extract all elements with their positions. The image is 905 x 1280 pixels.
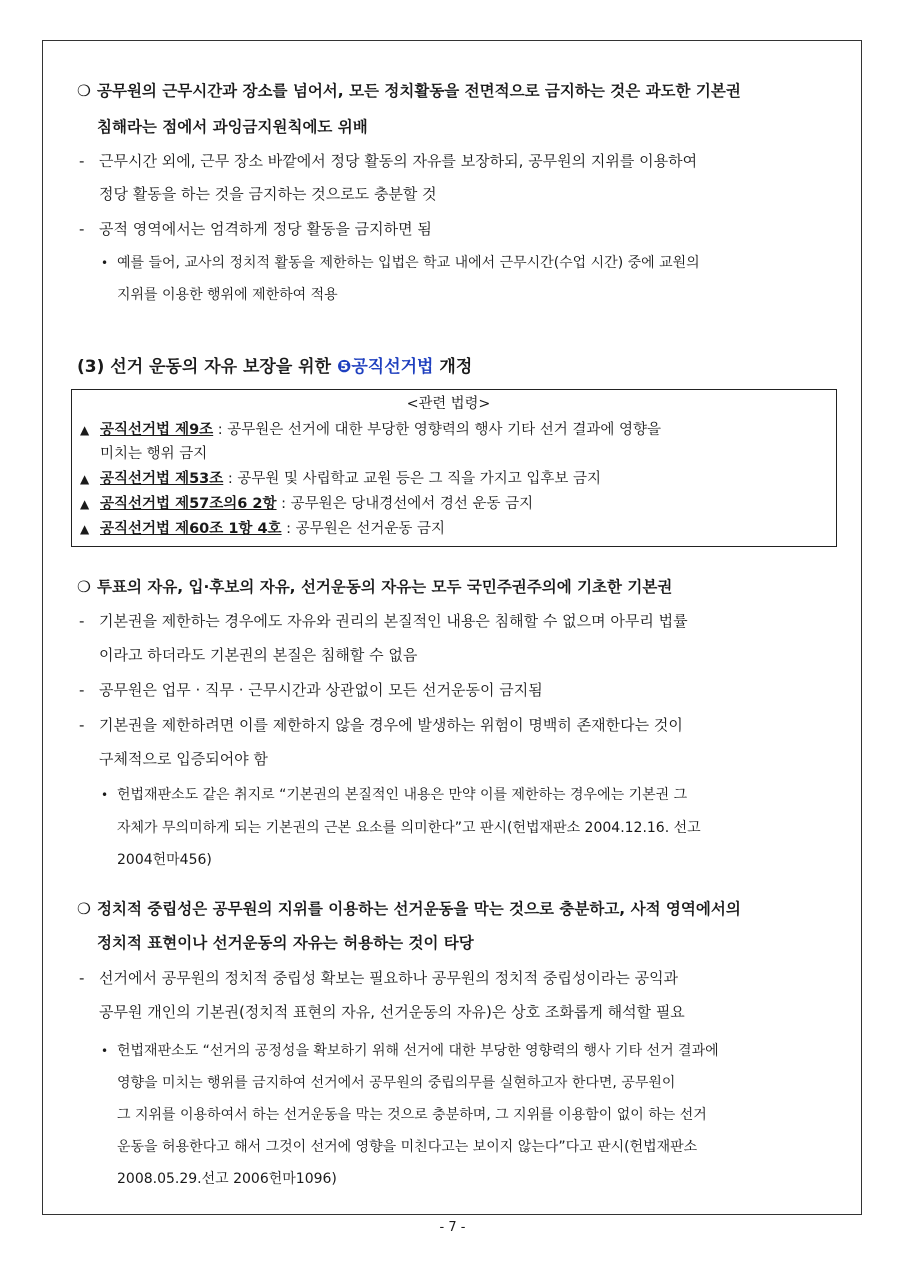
bullet-item-3-line2: 영향을 미치는 행위를 금지하여 선거에서 공무원의 중립의무를 실현하고자 한다면, 공무원이 — [117, 1075, 676, 1091]
heading-3-line1: ❍ 정치적 중립성은 공무원의 지위를 이용하는 선거운동을 막는 것으로 충분하고, 사적 영역에서의 — [77, 900, 741, 918]
dash-item-1-line2: 정당 활동을 하는 것을 금지하는 것으로도 충분할 것 — [99, 185, 437, 203]
page-frame — [42, 40, 862, 1215]
dash-item-3-line2: 이라고 하더라도 기본권의 본질은 침해할 수 없음 — [99, 646, 418, 664]
bullet-item-1-line1: • 예를 들어, 교사의 정치적 활동을 제한하는 입법은 학교 내에서 근무시간(수업 시간) 중에 교원의 — [101, 255, 700, 271]
dash-item-3-line1: - 기본권을 제한하는 경우에도 자유와 권리의 본질적인 내용은 침해할 수 없으며 아무리 법률 — [79, 612, 688, 630]
triangle-icon: ▲ — [80, 497, 90, 511]
dash-item-6-line1: - 선거에서 공무원의 정치적 중립성 확보는 필요하나 공무원의 정치적 중립성이라는 공익과 — [79, 969, 679, 987]
bullet-item-3-line1: • 헌법재판소도 “선거의 공정성을 확보하기 위해 선거에 대한 부당한 영향력의 행사 기타 선거 결과에 — [101, 1043, 719, 1059]
dash-item-2: - 공적 영역에서는 엄격하게 정당 활동을 금지하면 됨 — [79, 220, 432, 238]
bullet-item-3-line5: 2008.05.29.선고 2006헌마1096) — [117, 1171, 337, 1187]
heading-1-line1: ❍ 공무원의 근무시간과 장소를 넘어서, 모든 정치활동을 전면적으로 금지하는 것은 과도한 기본권 — [77, 82, 741, 100]
triangle-icon: ▲ — [80, 522, 90, 536]
bullet-item-2-line2: 자체가 무의미하게 되는 기본권의 근본 요소를 의미한다”고 판시(헌법재판소 2004.12.16. 선고 — [117, 820, 701, 836]
section-title: (3) 선거 운동의 자유 보장을 위한 ❺공직선거법 개정 — [77, 357, 473, 377]
bullet-item-3-line3: 그 지위를 이용하여서 하는 선거운동을 막는 것으로 충분하며, 그 지위를 이용함이 없이 하는 선거 — [117, 1107, 707, 1123]
ring-bullet-icon: ❍ — [77, 578, 91, 596]
page-number: - 7 - — [439, 1220, 466, 1235]
law-item-2: ▲ 공직선거법 제53조 : 공무원 및 사립학교 교원 등은 그 직을 가지고 입후보 금지 — [80, 471, 602, 487]
heading-2: ❍ 투표의 자유, 입·후보의 자유, 선거운동의 자유는 모두 국민주권주의에 기초한 기본권 — [77, 578, 673, 596]
ring-bullet-icon: ❍ — [77, 82, 91, 100]
triangle-icon: ▲ — [80, 472, 90, 486]
dash-item-4: - 공무원은 업무 · 직무 · 근무시간과 상관없이 모든 선거운동이 금지됨 — [79, 681, 543, 699]
dash-item-5-line2: 구체적으로 입증되어야 함 — [99, 750, 268, 768]
bullet-item-1-line2: 지위를 이용한 행위에 제한하여 적용 — [117, 287, 338, 303]
law-item-4: ▲ 공직선거법 제60조 1항 4호 : 공무원은 선거운동 금지 — [80, 521, 445, 537]
heading-1-line2: 침해라는 점에서 과잉금지원칙에도 위배 — [97, 118, 368, 136]
heading-3-line2: 정치적 표현이나 선거운동의 자유는 허용하는 것이 타당 — [97, 934, 474, 952]
bullet-item-2-line3: 2004헌마456) — [117, 852, 212, 868]
bullet-item-3-line4: 운동을 허용한다고 해서 그것이 선거에 영향을 미친다고는 보이지 않는다”다고 판시(헌법재판소 — [117, 1139, 698, 1155]
ring-bullet-icon: ❍ — [77, 900, 91, 918]
triangle-icon: ▲ — [80, 423, 90, 437]
circled-number: ❺ — [336, 357, 352, 377]
box-title: <관련 법령> — [406, 396, 491, 412]
dash-item-6-line2: 공무원 개인의 기본권(정치적 표현의 자유, 선거운동의 자유)은 상호 조화롭게 해석할 필요 — [99, 1003, 685, 1021]
law-item-3: ▲ 공직선거법 제57조의6 2항 : 공무원은 당내경선에서 경선 운동 금지 — [80, 496, 534, 512]
dash-item-5-line1: - 기본권을 제한하려면 이를 제한하지 않을 경우에 발생하는 위험이 명백히 존재한다는 것이 — [79, 716, 683, 734]
law-item-1: ▲ 공직선거법 제9조 : 공무원은 선거에 대한 부당한 영향력의 행사 기타 선거 결과에 영향을 — [80, 422, 661, 438]
bullet-item-2-line1: • 헌법재판소도 같은 취지로 “기본권의 본질적인 내용은 만약 이를 제한하는 경우에는 기본권 그 — [101, 787, 688, 803]
dash-item-1-line1: - 근무시간 외에, 근무 장소 바깥에서 정당 활동의 자유를 보장하되, 공무원의 지위를 이용하여 — [79, 152, 698, 170]
related-laws-box — [71, 389, 837, 547]
law-item-1-cont: 미치는 행위 금지 — [100, 446, 208, 462]
